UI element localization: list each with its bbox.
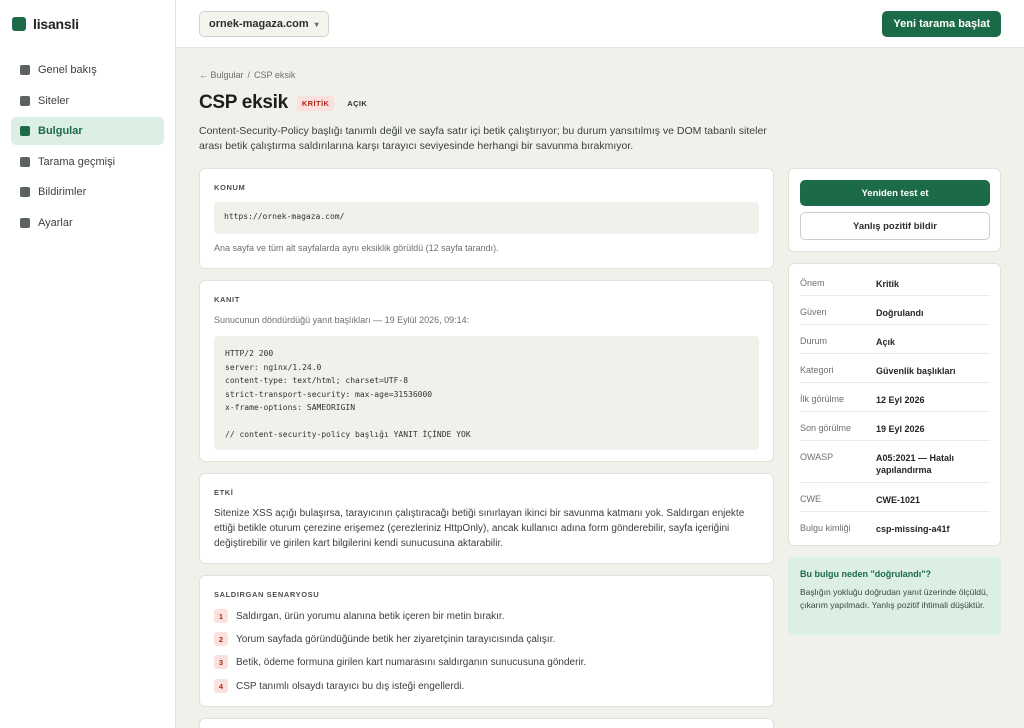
meta-row-status <box>800 325 990 354</box>
sidebar-item-label: Ayarlar <box>38 216 73 229</box>
sites-icon <box>20 96 30 106</box>
sidebar-item-overview[interactable] <box>11 56 164 84</box>
location-label: KONUM <box>214 183 246 192</box>
evidence-intro: Sunucunun döndürdüğü yanıt başlıkları — 19 Eylül 2026, 09:14: <box>214 315 470 325</box>
meta-row-category <box>800 354 990 383</box>
report-false-positive-button[interactable]: Yanlış pozitif bildir <box>800 212 990 240</box>
sidebar-item-label: Bildirimler <box>38 186 87 198</box>
meta-value: Güvenlik başlıkları <box>876 366 956 376</box>
metadata-card <box>788 263 1001 546</box>
sidebar-item-scan-history[interactable] <box>11 148 164 176</box>
meta-value: CWE-1021 <box>876 495 921 505</box>
page-title: CSP eksik <box>199 92 288 113</box>
step-number: 1 <box>214 609 228 623</box>
location-card <box>199 168 774 269</box>
actions-card <box>788 168 1001 252</box>
evidence-label: KANIT <box>214 295 240 304</box>
breadcrumb <box>199 70 295 80</box>
breadcrumb-separator: / <box>247 70 251 80</box>
scenario-step <box>214 679 464 693</box>
settings-icon <box>20 218 30 228</box>
history-icon <box>20 157 30 167</box>
meta-key: Durum <box>800 336 828 346</box>
evidence-code-block <box>214 336 759 450</box>
code-line: strict-transport-security: max-age=31536000 <box>225 389 433 399</box>
verification-note-title: Bu bulgu neden "doğrulandı"? <box>800 569 932 579</box>
verification-note-text: Başlığın yokluğu doğrudan yanıt üzerinde ölçüldü, çıkarım yapılmadı. Yanlış pozitif ihtimali düşüktür. <box>800 587 989 610</box>
evidence-card <box>199 280 774 462</box>
step-text: Yorum sayfada göründüğünde betik her ziyaretçinin tarayıcısında çalışır. <box>236 633 556 645</box>
meta-key: Kategori <box>800 365 834 375</box>
meta-row-first-seen <box>800 383 990 412</box>
step-text: Betik, ödeme formuna girilen kart numarasını saldırganın sunucusuna gönderir. <box>236 656 587 668</box>
meta-value: Doğrulandı <box>876 308 924 318</box>
step-text: Saldırgan, ürün yorumu alanına betik içeren bir metin bırakır. <box>236 610 505 622</box>
finding-summary: Content-Security-Policy başlığı tanımlı değil ve sayfa satır içi betik çalıştırıyor; bu durum yansıtılmış ve DOM tabanlı siteler arası betik çalıştırma saldırılarına karşı tarayıcı seviyesinde herhangi bir savunma bırakmıyor. <box>199 125 767 152</box>
meta-value: Açık <box>876 337 896 347</box>
meta-key: Son görülme <box>800 423 852 433</box>
attacker-scenario-card <box>199 575 774 707</box>
code-line: server: nginx/1.24.0 <box>225 362 322 372</box>
location-note: Ana sayfa ve tüm alt sayfalarda aynı eksiklik görüldü (12 sayfa tarandı). <box>214 243 499 253</box>
meta-row-owasp <box>800 441 990 483</box>
code-line: content-type: text/html; charset=UTF-8 <box>225 376 409 385</box>
retest-button[interactable]: Yeniden test et <box>800 180 990 206</box>
next-card <box>199 718 774 728</box>
meta-key: Önem <box>800 278 825 288</box>
meta-key: OWASP <box>800 452 834 462</box>
overview-icon <box>20 65 30 75</box>
meta-row-confidence <box>800 296 990 325</box>
meta-key: Bulgu kimliği <box>800 523 851 533</box>
step-text: CSP tanımlı olsaydı tarayıcı bu dış isteği engellerdi. <box>236 680 465 692</box>
site-selector[interactable] <box>199 11 329 37</box>
sidebar-item-label: Genel bakış <box>38 64 97 76</box>
chevron-down-icon: ▾ <box>314 19 319 29</box>
impact-text: Sitenize XSS açığı bulaşırsa, tarayıcının çalıştıracağı betiği sınırlayan ikinci bir savunma katmanı yok. Saldırgan enjekte ettiği betikle oturum çerezine erişemez (çerezleriniz HttpOnly), ancak kullanıcı adına form gönderebilir, sayfa içeriğini değiştirebilir ve girilen kart bilgilerini kendi sunucusuna aktarabilir. <box>214 508 745 549</box>
code-line-comment: // content-security-policy başlığı YANIT İÇİNDE YOK <box>225 430 471 439</box>
step-number: 2 <box>214 632 228 646</box>
code-line: HTTP/2 200 <box>225 349 274 358</box>
breadcrumb-current: CSP eksik <box>254 70 296 80</box>
status-badge: AÇIK <box>347 98 368 108</box>
meta-row-last-seen <box>800 412 990 441</box>
impact-card <box>199 473 774 564</box>
meta-key: İlk görülme <box>800 394 845 404</box>
findings-icon <box>20 126 30 136</box>
logo-icon <box>12 17 26 31</box>
new-scan-button[interactable]: Yeni tarama başlat <box>882 11 1001 37</box>
meta-value: csp-missing-a41f <box>876 524 950 534</box>
step-number: 3 <box>214 655 228 669</box>
location-url: https://ornek-magaza.com/ <box>214 202 759 234</box>
code-line-blank <box>225 415 748 429</box>
sidebar-item-label: Siteler <box>38 94 70 107</box>
title-row <box>199 92 371 114</box>
sidebar-item-settings[interactable] <box>11 209 164 237</box>
verification-note <box>788 557 1001 635</box>
meta-value: Kritik <box>876 279 900 289</box>
scenario-label: SALDIRGAN SENARYOSU <box>214 590 320 599</box>
meta-row-severity <box>800 267 990 296</box>
meta-value: 12 Eyl 2026 <box>876 395 925 405</box>
meta-row-finding-id <box>800 512 990 541</box>
sidebar-nav <box>11 56 164 239</box>
scenario-step <box>214 632 555 646</box>
code-line: x-frame-options: SAMEORIGIN <box>225 403 356 412</box>
meta-key: CWE <box>800 494 821 504</box>
meta-value: A05:2021 — Hatalı yapılandırma <box>876 453 955 475</box>
impact-label: ETKİ <box>214 488 234 497</box>
breadcrumb-back-link[interactable]: ← Bulgular <box>199 70 244 80</box>
meta-value: 19 Eyl 2026 <box>876 424 925 434</box>
sidebar-item-label: Bulgular <box>38 125 83 137</box>
app-logo[interactable] <box>12 16 79 32</box>
sidebar-item-notifications[interactable] <box>11 178 164 206</box>
site-selector-value: ornek-magaza.com <box>209 18 309 30</box>
severity-badge: KRİTİK <box>297 96 334 111</box>
sidebar-item-label: Tarama geçmişi <box>38 155 116 168</box>
top-bar <box>176 0 1024 48</box>
scenario-step <box>214 655 586 669</box>
sidebar <box>0 0 176 728</box>
notifications-icon <box>20 187 30 197</box>
sidebar-item-findings[interactable] <box>11 117 164 145</box>
meta-key: Güven <box>800 307 827 317</box>
meta-row-cwe <box>800 483 990 512</box>
scenario-step <box>214 609 504 623</box>
step-number: 4 <box>214 679 228 693</box>
sidebar-item-sites[interactable] <box>11 87 164 115</box>
app-name: lisansli <box>33 16 79 32</box>
